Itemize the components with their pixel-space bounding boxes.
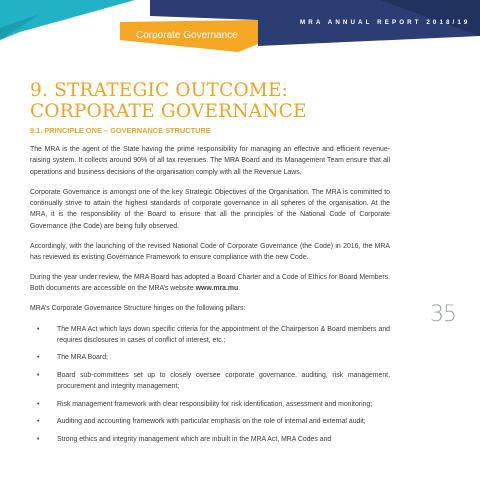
list-item — [30, 352, 390, 363]
board-text: During the year under review, the MRA Board has adopted a Board Charter and a Code of Ethics for Board Members. Both documents are accessible on the MRA’s website — [30, 274, 390, 293]
list-item-text: Board sub-committees set up to closely oversee corporate governance, auditing, risk management, procurement and integrity management; — [57, 371, 390, 391]
list-item-text: Risk management framework with clear responsibility for risk identification, assessment and monitoring; — [57, 400, 373, 408]
website-link[interactable]: www.mra.mu — [195, 285, 239, 293]
page-number: 35 — [430, 302, 456, 327]
list-item — [30, 370, 390, 393]
page-title-line-2: CORPORATE GOVERNANCE — [30, 101, 307, 122]
paragraph-board — [30, 272, 390, 295]
list-item-text: The MRA Board; — [57, 354, 108, 362]
section-tag: Corporate Governance — [136, 30, 238, 41]
section-subheading: 9.1. PRINCIPLE ONE – GOVERNANCE STRUCTURE — [30, 126, 211, 135]
pillars-intro: MRA’s Corporate Governance Structure hinges on the following pillars: — [30, 305, 246, 313]
paragraph-1: The MRA is the agent of the State having the prime responsibility for managing an effective and efficient revenue-raising system. It collects around 90% of all tax revenues. The MRA Board and its Management Team ensure that all operations and business decisions of the organisation comply with all the Revenue Laws. — [30, 146, 390, 176]
list-item — [30, 434, 390, 445]
list-item — [30, 324, 390, 347]
list-item-text: Strong ethics and integrity management which are inbuilt in the MRA Act, MRA Codes and — [57, 435, 332, 443]
list-item — [30, 399, 390, 410]
list-item-text: The MRA Act which lays down specific criteria for the appointment of the Chairperson & Board members and requires disclosures in cases of conflict of interest, etc.; — [57, 325, 390, 344]
banner-teal-shape — [0, 0, 135, 40]
list-item-text: Auditing and accounting framework with particular emphasis on the role of internal and external audit; — [57, 418, 366, 426]
bullet-icon: • — [37, 435, 40, 443]
page-title — [30, 80, 360, 122]
bullet-icon: • — [37, 418, 40, 426]
bullet-icon: • — [37, 371, 40, 379]
header-banner — [0, 0, 480, 70]
paragraph-2: Corporate Governance is amongst one of the key Strategic Objectives of the Organisation. The MRA is committed to continually strive to attain the highest standards of corporate governance in all spheres of the organisation. At the MRA, it is the responsibility of the Board to ensure that all the principles of the National Code of Corporate Governance (the Code) are being fully observed. — [30, 188, 390, 230]
page-title-line-1: 9. STRATEGIC OUTCOME: — [30, 80, 289, 101]
paragraph-3: Accordingly, with the launching of the revised National Code of Corporate Governance (the Code) in 2016, the MRA has reviewed its existing Governance Framework to ensure compliance with the new Code. — [30, 242, 390, 261]
report-title: MRA ANNUAL REPORT 2018/19 — [300, 19, 471, 26]
bullet-icon: • — [37, 400, 40, 408]
pillars-list — [30, 324, 390, 445]
bullet-icon: • — [37, 354, 40, 362]
board-text-end: . — [238, 285, 241, 293]
bullet-icon: • — [37, 325, 40, 333]
body-text — [30, 144, 390, 451]
list-item — [30, 416, 390, 427]
